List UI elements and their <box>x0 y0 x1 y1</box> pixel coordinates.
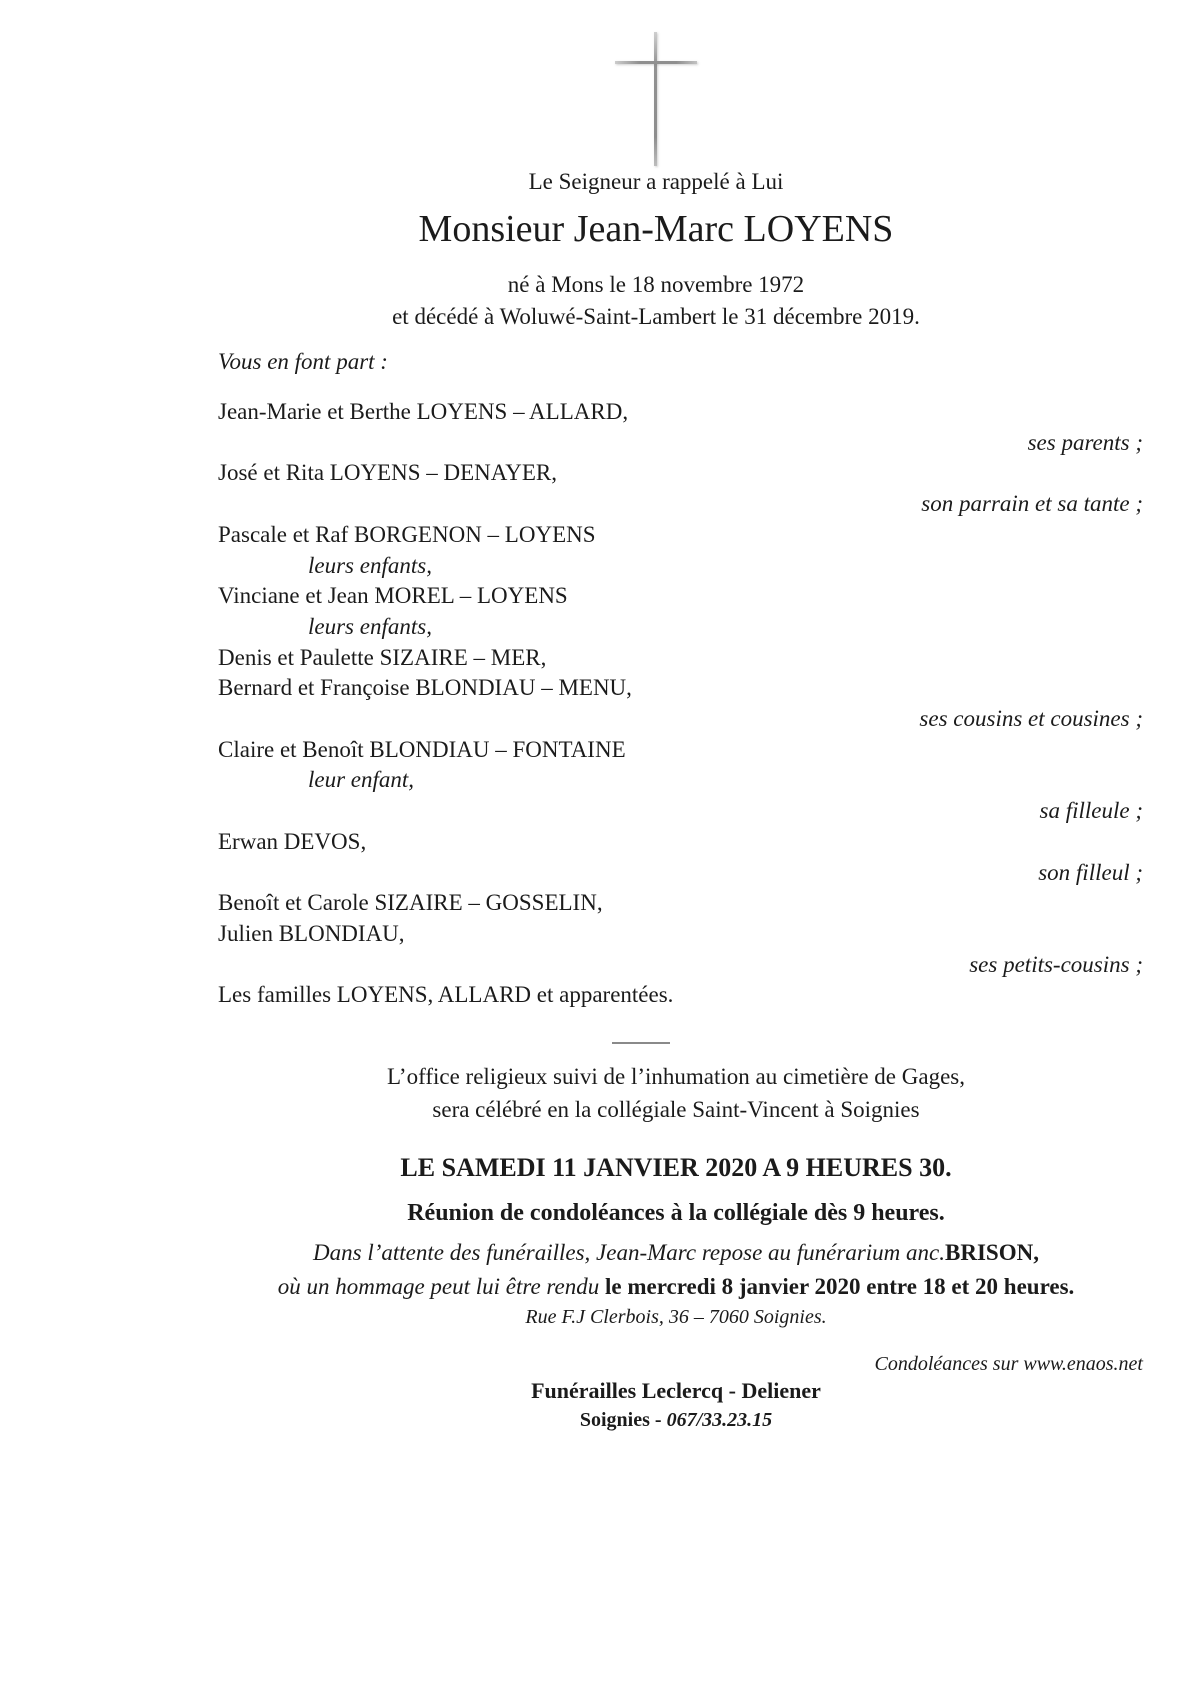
cross-horizontal-bar <box>615 61 697 64</box>
family-name-line: Vinciane et Jean MOREL – LOYENS <box>218 583 568 609</box>
condolence-meeting: Réunion de condoléances à la collégiale dès 9 heures. <box>407 1200 945 1226</box>
funeral-home-contact <box>158 1410 1194 1430</box>
cross-vertical-bar <box>654 32 657 166</box>
vigil-line-1 <box>158 1241 1194 1264</box>
cross-icon <box>615 30 697 170</box>
funerarium-address: Rue F.J Clerbois, 36 – 7060 Soignies. <box>525 1306 827 1328</box>
relation-line: ses cousins et cousines ; <box>919 706 1143 732</box>
family-name-line: Jean-Marie et Berthe LOYENS – ALLARD, <box>218 399 629 424</box>
announcement-label: Vous en font part : <box>218 349 388 374</box>
family-name-line: José et Rita LOYENS – DENAYER, <box>218 460 558 486</box>
family-name-line: Bernard et Françoise BLONDIAU – MENU, <box>218 675 632 701</box>
online-condolences: Condoléances sur www.enaos.net <box>874 1353 1143 1375</box>
relation-line: son filleul ; <box>1038 859 1143 885</box>
family-name-line: Erwan DEVOS, <box>218 828 367 854</box>
children-line: leurs enfants, <box>308 552 432 578</box>
vigil-line-2 <box>158 1275 1194 1298</box>
ceremony-line-1: L’office religieux suivi de l’inhumation au cimetière de Gages, <box>386 1064 965 1089</box>
relation-line: sa filleule ; <box>1039 798 1143 824</box>
funeral-home-name: Funérailles Leclercq - Deliener <box>531 1378 821 1403</box>
family-name-line: Pascale et Raf BORGENON – LOYENS <box>218 521 596 547</box>
family-list <box>0 397 1194 1011</box>
funeral-home-city: Soignies - <box>579 1409 667 1431</box>
ceremony-date: LE SAMEDI 11 JANVIER 2020 A 9 HEURES 30. <box>400 1153 952 1182</box>
vigil-visit-date: le mercredi 8 janvier 2020 entre 18 et 20 heures. <box>605 1274 1075 1299</box>
vigil-line-1-text: Dans l’attente des funérailles, Jean-Marc repose au funérarium anc. <box>313 1240 945 1265</box>
family-name-line: Julien BLONDIAU, <box>218 920 405 946</box>
vigil-line-2-text: où un hommage peut lui être rendu <box>277 1274 605 1299</box>
family-name-line: Benoît et Carole SIZAIRE – GOSSELIN, <box>218 890 603 916</box>
children-line: leur enfant, <box>308 767 415 793</box>
funeral-home-phone: 067/33.23.15 <box>666 1409 773 1431</box>
relation-line: ses parents ; <box>1027 429 1143 455</box>
birth-line: né à Mons le 18 novembre 1972 <box>507 272 805 297</box>
intro-line: Le Seigneur a rappelé à Lui <box>528 169 784 194</box>
death-line: et décédé à Woluwé-Saint-Lambert le 31 décembre 2019. <box>392 304 920 329</box>
family-name-line: Les familles LOYENS, ALLARD et apparentées. <box>218 982 674 1008</box>
relation-line: son parrain et sa tante ; <box>921 491 1143 517</box>
family-name-line: Denis et Paulette SIZAIRE – MER, <box>218 644 547 670</box>
relation-line: ses petits-cousins ; <box>969 951 1143 977</box>
children-line: leurs enfants, <box>308 613 432 639</box>
ceremony-line-2: sera célébré en la collégiale Saint-Vincent à Soignies <box>432 1097 920 1122</box>
deceased-name: Monsieur Jean-Marc LOYENS <box>418 208 894 250</box>
vigil-funerarium-name: BRISON, <box>945 1240 1039 1265</box>
family-name-line: Claire et Benoît BLONDIAU – FONTAINE <box>218 736 626 762</box>
section-divider <box>612 1042 670 1044</box>
